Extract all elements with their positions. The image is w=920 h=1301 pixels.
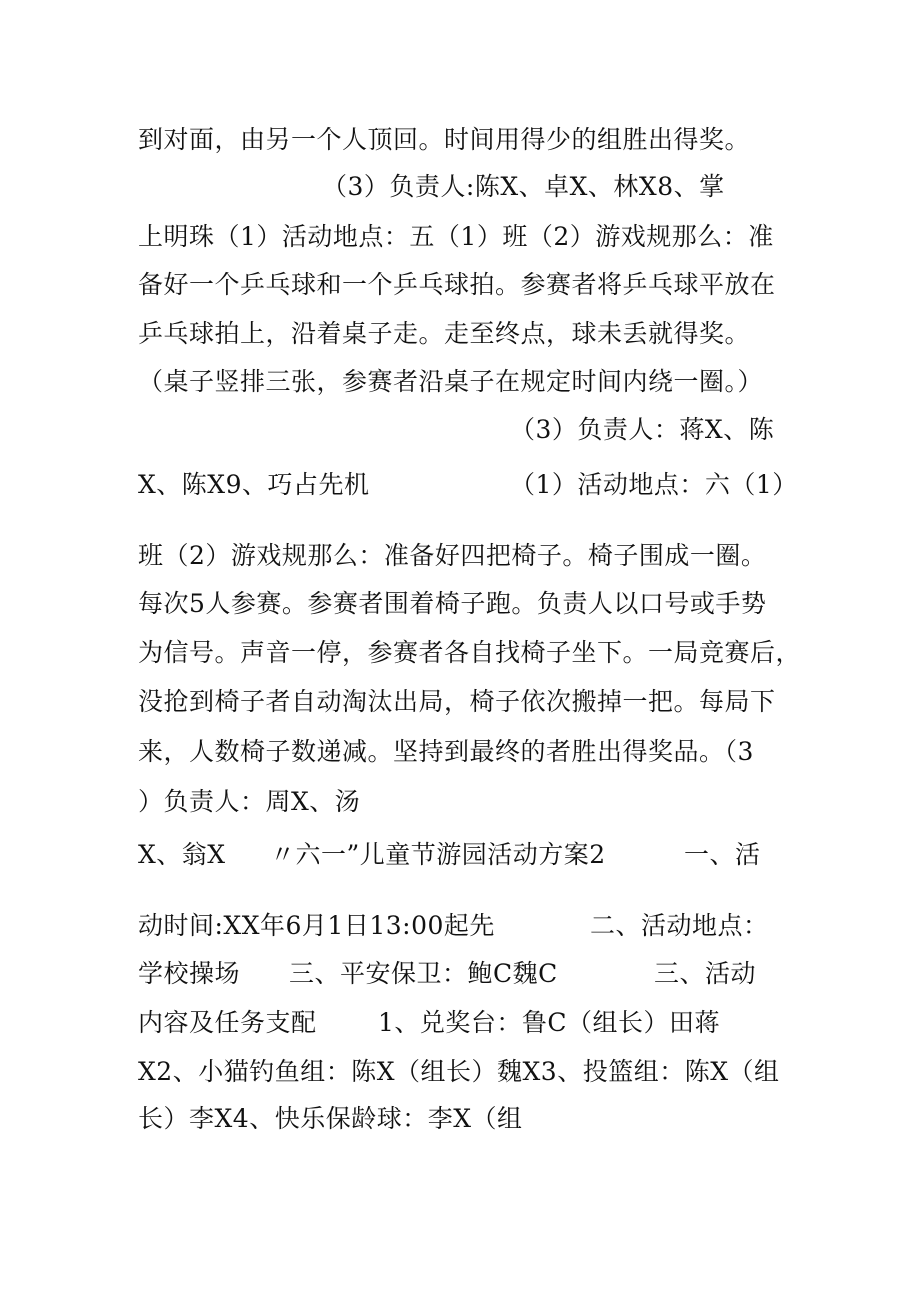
- text-line-17a: 学校操场: [138, 959, 241, 988]
- text-line-9: 班（2）游戏规那么：准备好四把椅子。椅子围成一圈。: [138, 541, 767, 570]
- text-line-17b: 三、平安保卫：鲍C魏C: [289, 959, 558, 988]
- text-line-18a: 内容及任务支配: [138, 1008, 317, 1037]
- text-line-12: 没抢到椅子者自动淘汰出局，椅子依次搬掉一把。每局下: [138, 687, 776, 716]
- text-line-18b: 1、兑奖台：鲁C（组长）田蒋: [378, 1008, 721, 1037]
- text-line-15b: 〃六一”儿童节游园活动方案2: [270, 840, 606, 869]
- text-line-5: 乒乓球拍上，沿着桌子走。走至终点，球未丢就得奖。: [138, 319, 751, 348]
- text-line-13: 来，人数椅子数递减。坚持到最终的者胜出得奖品。（3: [138, 737, 754, 766]
- text-line-7: （3）负责人：蒋X、陈: [510, 415, 775, 444]
- text-line-1: 到对面，由另一个人顶回。时间用得少的组胜出得奖。: [138, 125, 751, 154]
- text-line-17c: 三、活动: [654, 959, 757, 988]
- text-line-20: 长）李X4、快乐保龄球：李X（组: [138, 1104, 523, 1133]
- text-line-11: 为信号。声音一停，参赛者各自找椅子坐下。一局竞赛后，: [138, 638, 802, 667]
- text-line-3: 上明珠（1）活动地点：五（1）班（2）游戏规那么：准: [138, 222, 774, 251]
- text-line-10: 每次5人参赛。参赛者围着椅子跑。负责人以口号或手势: [138, 589, 767, 618]
- text-line-16b: 二、活动地点：: [590, 911, 769, 940]
- text-line-16a: 动时间:XX年6月1日13:00起先: [138, 911, 495, 940]
- text-line-14: ）负责人：周X、汤: [138, 787, 361, 816]
- text-line-6: （桌子竖排三张，参赛者沿桌子在规定时间内绕一圈。）: [138, 367, 764, 396]
- text-line-8b: （1）活动地点：六（1）: [510, 470, 798, 499]
- text-line-2: （3）负责人:陈X、卓X、林X8、掌: [322, 172, 725, 201]
- text-line-15a: X、翁X: [138, 840, 226, 869]
- text-line-8a: X、陈X9、巧占先机: [138, 470, 370, 499]
- text-line-15c: 一、活: [684, 840, 761, 869]
- text-line-4: 备好一个乒乓球和一个乒乓球拍。参赛者将乒乓球平放在: [138, 270, 776, 299]
- text-line-19: X2、小猫钓鱼组：陈X（组长）魏X3、投篮组：陈X（组: [138, 1057, 780, 1086]
